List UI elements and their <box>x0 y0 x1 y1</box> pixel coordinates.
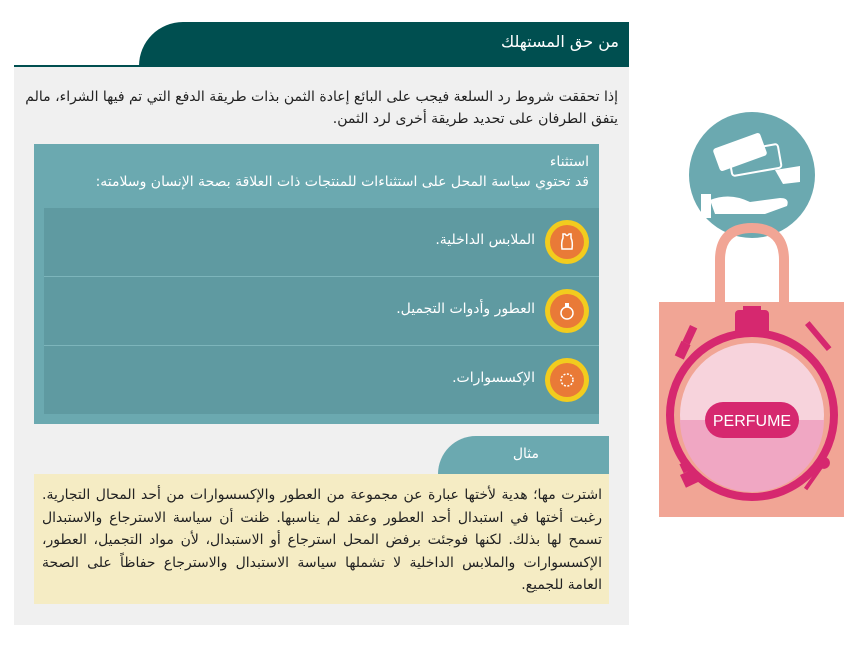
list-item <box>44 277 599 346</box>
money-exchange-icon <box>689 112 815 238</box>
list-item <box>44 346 599 414</box>
consumer-rights-panel <box>14 22 629 625</box>
exception-description: قد تحتوي سياسة المحل على استثناءات للمنتجات ذات العلاقة بصحة الإنسان وسلامته: <box>95 174 589 190</box>
perfume-bottle-icon <box>545 289 589 333</box>
example-tab <box>438 436 609 474</box>
panel-title: من حق المستهلك <box>501 32 619 51</box>
exception-list <box>44 208 599 414</box>
shopping-bag-icon <box>659 302 844 517</box>
exception-title: استثناء <box>549 154 589 170</box>
example-title: مثال <box>512 446 539 462</box>
title-bar <box>139 22 629 66</box>
exception-item-label: العطور وأدوات التجميل. <box>396 301 535 317</box>
example-text: اشترت مها؛ هدية لأختها عبارة عن مجموعة من العطور والإكسسوارات من أحد المحال التجارية. رغبت أختها في استبدال أحد العطور وعقد لم يناسبها. ظنت أن سياسة الاسترجاع والاستبدال تسمح لها بذلك. لكنها فوجئت برفض المحل استرجاع أو الاستبدال، لأن مواد التجميل، العطور، الإكسسوارات والملابس الداخلية لا تشملها سياسة الاستبدال والاسترجاع حفاظاً على الصحة العامة للجميع. <box>42 487 602 593</box>
illustration <box>655 110 850 520</box>
bracelet-icon <box>545 358 589 402</box>
list-item <box>44 208 599 277</box>
intro-text: إذا تحققت شروط رد السلعة فيجب على البائع إعادة الثمن بذات طريقة الدفع التي تم فيها الشراء، مالم يتفق الطرفان على تحديد طريقة أخرى لرد الثمن. <box>25 89 618 127</box>
exception-item-label: الملابس الداخلية. <box>435 232 535 248</box>
example-box <box>34 474 609 604</box>
undergarment-icon <box>545 220 589 264</box>
shopping-bag-handle <box>720 228 784 305</box>
perfume-label: PERFUME <box>712 413 792 430</box>
exception-box <box>34 144 599 424</box>
exception-item-label: الإكسسوارات. <box>452 370 535 386</box>
title-underline <box>14 65 629 67</box>
